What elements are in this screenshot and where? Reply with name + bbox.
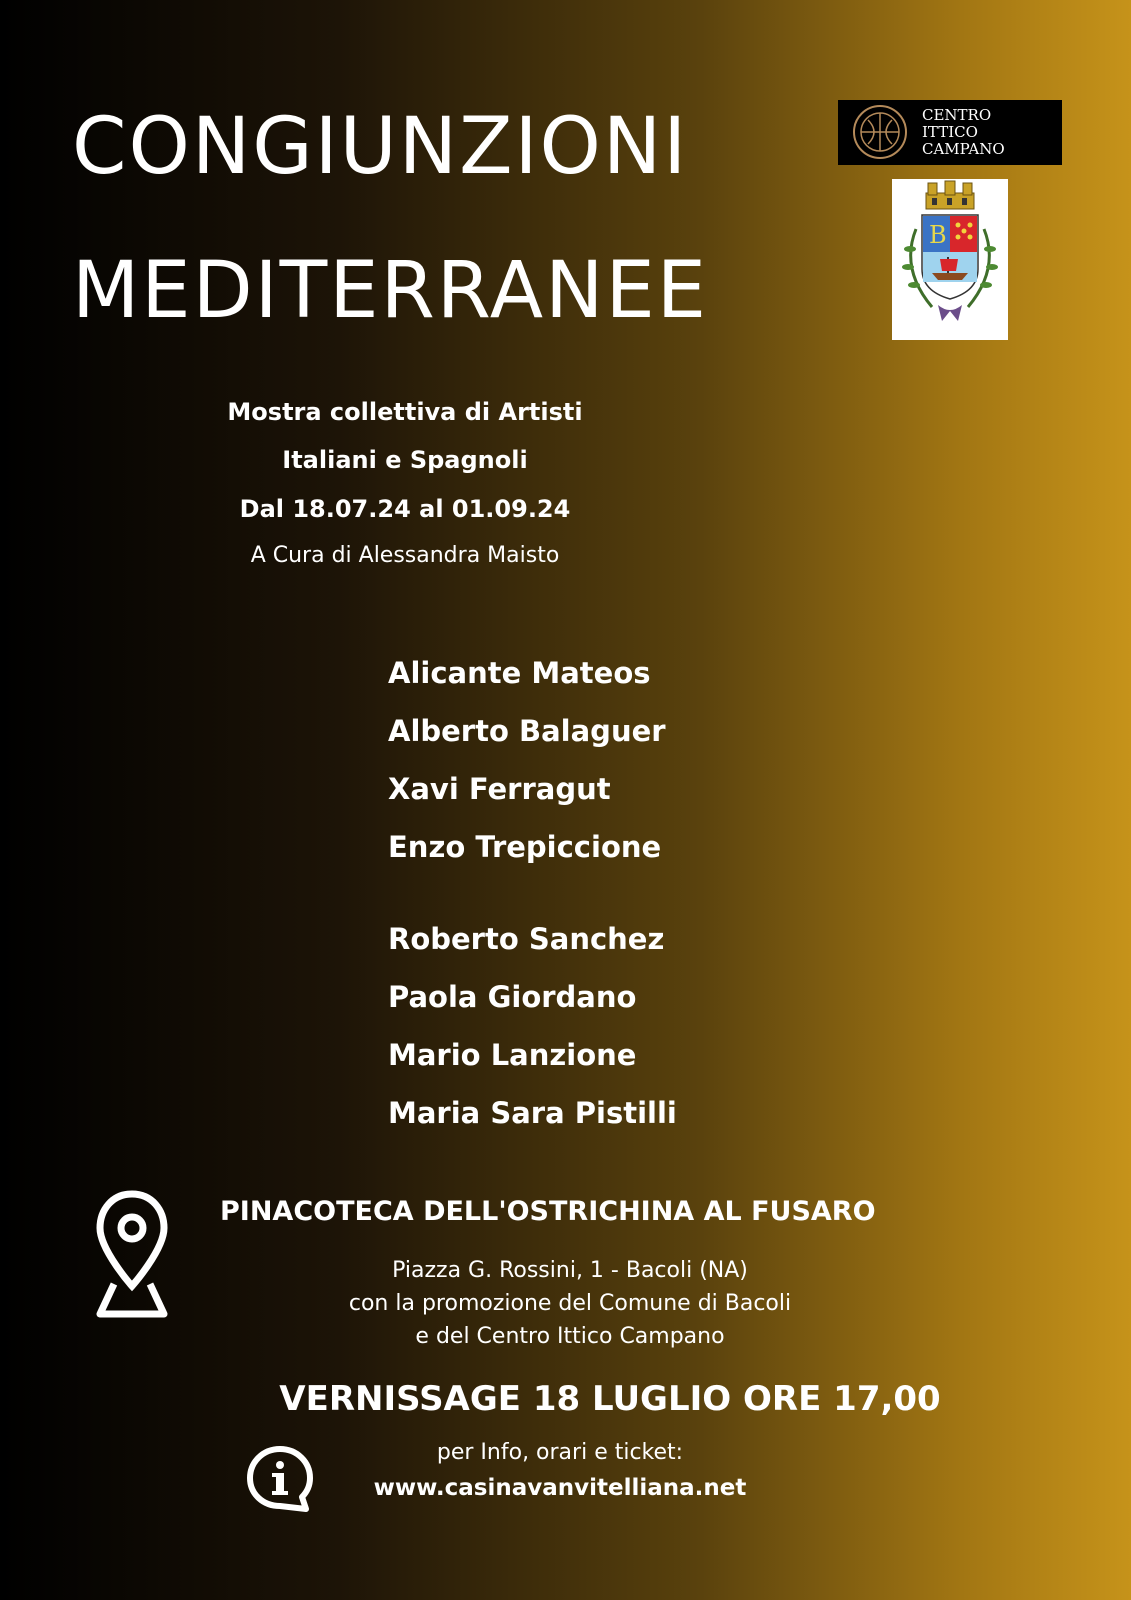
curator-credit: A Cura di Alessandra Maisto (250, 543, 560, 568)
title-line-1: CONGIUNZIONI (72, 102, 689, 192)
artist-name: Enzo Trepiccione (388, 830, 662, 864)
venue-address: Piazza G. Rossini, 1 - Bacoli (NA) (392, 1258, 748, 1283)
map-pin-icon (92, 1188, 172, 1318)
centro-ittico-logo (838, 100, 1062, 165)
info-bubble-icon (244, 1443, 316, 1515)
artist-name: Roberto Sanchez (388, 922, 665, 956)
artist-name: Mario Lanzione (388, 1038, 637, 1072)
logo-text-line: CENTRO (922, 106, 992, 124)
vernissage-date: VERNISSAGE 18 LUGLIO ORE 17,00 (279, 1379, 941, 1419)
promotion-line-2: e del Centro Ittico Campano (415, 1324, 725, 1349)
artist-name: Maria Sara Pistilli (388, 1096, 677, 1130)
logo-text-line: ITTICO (922, 123, 978, 141)
title-line-2: MEDITERRANEE (72, 246, 709, 336)
artist-name: Alberto Balaguer (388, 714, 666, 748)
website-link[interactable]: www.casinavanvitelliana.net (373, 1475, 747, 1501)
logo-text-line: CAMPANO (922, 140, 1005, 158)
crest-icon (892, 179, 1008, 340)
exhibition-dates: Dal 18.07.24 al 01.09.24 (239, 495, 571, 523)
artist-name: Paola Giordano (388, 980, 637, 1014)
exhibition-line-2: Italiani e Spagnoli (282, 446, 528, 474)
artist-name: Alicante Mateos (388, 656, 651, 690)
centro-ittico-emblem-icon (842, 100, 922, 165)
info-label: per Info, orari e ticket: (436, 1440, 684, 1465)
promotion-line-1: con la promozione del Comune di Bacoli (348, 1291, 792, 1316)
comune-crest (892, 179, 1008, 340)
venue-name: PINACOTECA DELL'OSTRICHINA AL FUSARO (220, 1196, 876, 1227)
exhibition-line-1: Mostra collettiva di Artisti (227, 398, 583, 426)
svg-text:B: B (929, 221, 947, 249)
artist-name: Xavi Ferragut (388, 772, 611, 806)
